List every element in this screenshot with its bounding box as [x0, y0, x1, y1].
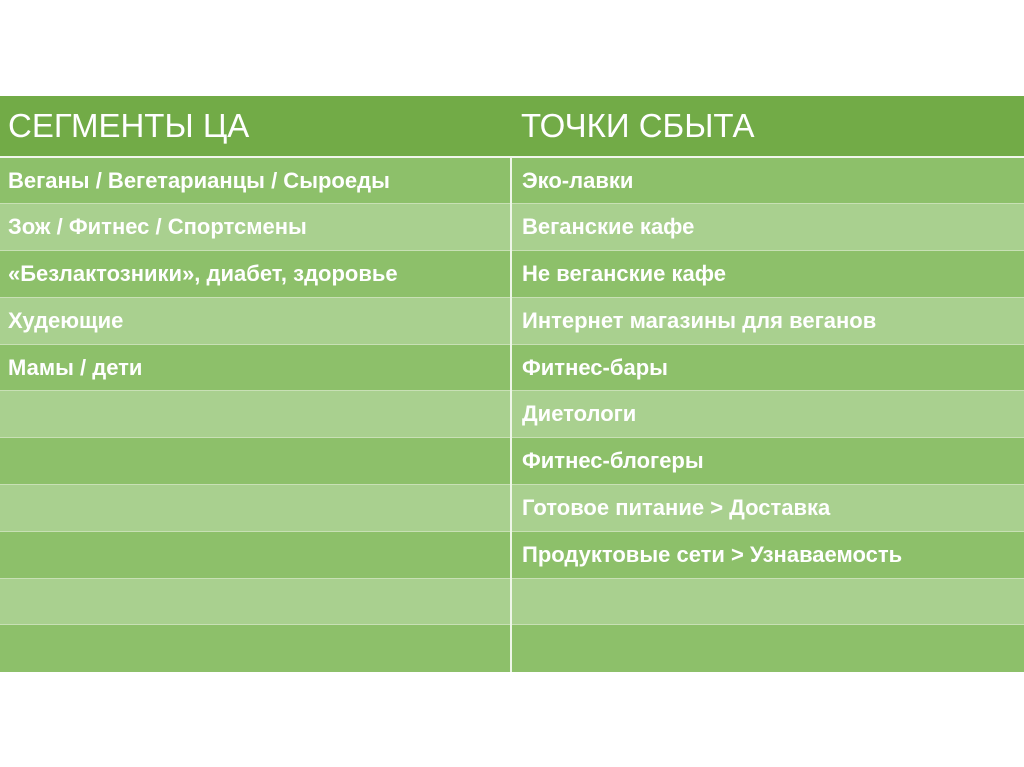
- sales-point-cell: Интернет магазины для веганов: [511, 297, 1024, 344]
- table-row: [0, 204, 1024, 251]
- table-row: [0, 485, 1024, 532]
- table-row: [0, 625, 1024, 672]
- segments-table: [0, 96, 1024, 672]
- segment-cell: [0, 531, 511, 578]
- segment-cell: Мамы / дети: [0, 344, 511, 391]
- table-row: [0, 251, 1024, 298]
- sales-point-cell: Фитнес-блогеры: [511, 438, 1024, 485]
- table-row: [0, 438, 1024, 485]
- table-row: [0, 297, 1024, 344]
- header-sales-points: ТОЧКИ СБЫТА: [511, 96, 1024, 157]
- table-row: [0, 391, 1024, 438]
- sales-point-cell: Готовое питание > Доставка: [511, 485, 1024, 532]
- segment-cell: Зож / Фитнес / Спортсмены: [0, 204, 511, 251]
- table-row: [0, 578, 1024, 625]
- sales-point-cell: [511, 578, 1024, 625]
- sales-point-cell: Диетологи: [511, 391, 1024, 438]
- segment-cell: «Безлактозники», диабет, здоровье: [0, 251, 511, 298]
- table-row: [0, 344, 1024, 391]
- sales-point-cell: Эко-лавки: [511, 157, 1024, 204]
- segment-cell: [0, 438, 511, 485]
- segment-cell: [0, 391, 511, 438]
- table-row: [0, 531, 1024, 578]
- segment-cell: Худеющие: [0, 297, 511, 344]
- sales-point-cell: Фитнес-бары: [511, 344, 1024, 391]
- sales-point-cell: [511, 625, 1024, 672]
- header-segments: СЕГМЕНТЫ ЦА: [0, 96, 511, 157]
- segment-cell: Веганы / Вегетарианцы / Сыроеды: [0, 157, 511, 204]
- sales-point-cell: Не веганские кафе: [511, 251, 1024, 298]
- sales-point-cell: Веганские кафе: [511, 204, 1024, 251]
- segment-cell: [0, 625, 511, 672]
- table-row: [0, 157, 1024, 204]
- segment-cell: [0, 485, 511, 532]
- segment-cell: [0, 578, 511, 625]
- table-header-row: [0, 96, 1024, 157]
- table-body: [0, 157, 1024, 672]
- sales-point-cell: Продуктовые сети > Узнаваемость: [511, 531, 1024, 578]
